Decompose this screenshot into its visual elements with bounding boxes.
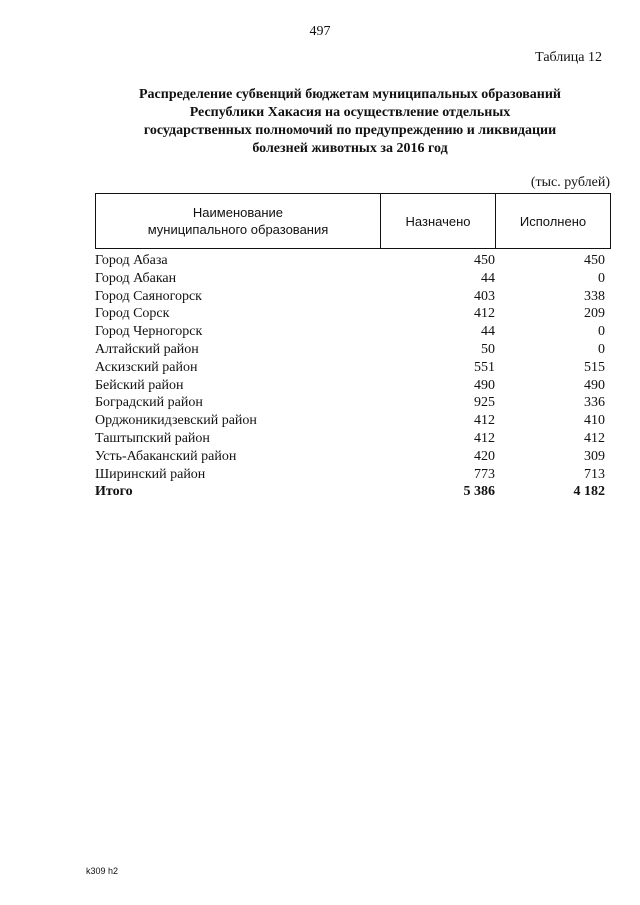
table-row: [95, 252, 611, 270]
page-number: 497: [309, 24, 331, 39]
total-executed: 4 182: [573, 484, 605, 500]
row-assigned: 551: [474, 359, 495, 375]
table-row: [95, 270, 611, 288]
units-note: (тыс. рублей): [530, 175, 610, 190]
row-name: Ширинский район: [95, 466, 206, 482]
table-row: [95, 288, 611, 306]
table-body: [95, 252, 611, 501]
table-header: [95, 193, 611, 249]
title-line: Республики Хакасия на осуществление отдельных: [189, 105, 511, 120]
row-executed: 0: [598, 270, 605, 286]
row-assigned: 773: [474, 466, 495, 482]
footer-code: k309 h2: [86, 866, 119, 876]
row-executed: 336: [584, 395, 605, 411]
table-row: [95, 430, 611, 448]
row-name: Бейский район: [95, 377, 184, 393]
total-assigned: 5 386: [463, 484, 495, 500]
header-name-line: муниципального образования: [147, 222, 329, 237]
header-name-line: Наименование: [192, 205, 284, 220]
row-assigned: 412: [474, 413, 495, 429]
row-name: Город Абакан: [95, 270, 177, 286]
row-executed: 209: [584, 306, 605, 322]
table-row: [95, 359, 611, 377]
header-name: [96, 194, 381, 248]
row-assigned: 925: [474, 395, 495, 411]
document-title: [95, 86, 605, 158]
table-row: [95, 466, 611, 484]
row-executed: 490: [584, 377, 605, 393]
total-label: Итого: [95, 484, 133, 500]
row-name: Боградский район: [95, 395, 203, 411]
row-executed: 515: [584, 359, 605, 375]
title-line: болезней животных за 2016 год: [252, 141, 448, 156]
row-name: Город Сорск: [95, 306, 170, 322]
table-label: Таблица 12: [535, 50, 602, 65]
row-assigned: 412: [474, 430, 495, 446]
total-row: [95, 483, 611, 501]
row-executed: 338: [584, 288, 605, 304]
table-row: [95, 305, 611, 323]
title-line: Распределение субвенций бюджетам муниципальных образований: [139, 87, 561, 102]
row-name: Город Черногорск: [95, 324, 203, 340]
row-executed: 450: [584, 253, 605, 268]
table-row: [95, 323, 611, 341]
header-executed: Исполнено: [519, 213, 587, 229]
row-executed: 0: [598, 324, 605, 340]
table-row: [95, 448, 611, 466]
row-assigned: 412: [474, 306, 495, 322]
table-row: [95, 394, 611, 412]
row-assigned: 490: [474, 377, 495, 393]
row-assigned: 44: [481, 324, 495, 340]
row-executed: 410: [584, 413, 605, 429]
row-assigned: 420: [474, 448, 495, 464]
row-assigned: 450: [474, 253, 495, 268]
row-name: Орджоникидзевский район: [95, 413, 257, 429]
row-executed: 412: [584, 430, 605, 446]
row-name: Город Абаза: [95, 253, 168, 268]
row-executed: 309: [584, 448, 605, 464]
row-executed: 0: [598, 341, 605, 357]
row-name: Таштыпский район: [95, 430, 210, 446]
table-row: [95, 341, 611, 359]
row-assigned: 403: [474, 288, 495, 304]
row-name: Город Саяногорск: [95, 288, 202, 304]
row-name: Усть-Абаканский район: [95, 448, 237, 464]
row-assigned: 50: [481, 341, 495, 357]
header-assigned: Назначено: [381, 194, 496, 248]
table-row: [95, 412, 611, 430]
row-name: Алтайский район: [95, 341, 199, 357]
row-assigned: 44: [481, 270, 495, 286]
row-executed: 713: [584, 466, 605, 482]
title-line: государственных полномочий по предупреждению и ликвидации: [143, 123, 557, 138]
table-row: [95, 377, 611, 395]
row-name: Аскизский район: [95, 359, 198, 375]
